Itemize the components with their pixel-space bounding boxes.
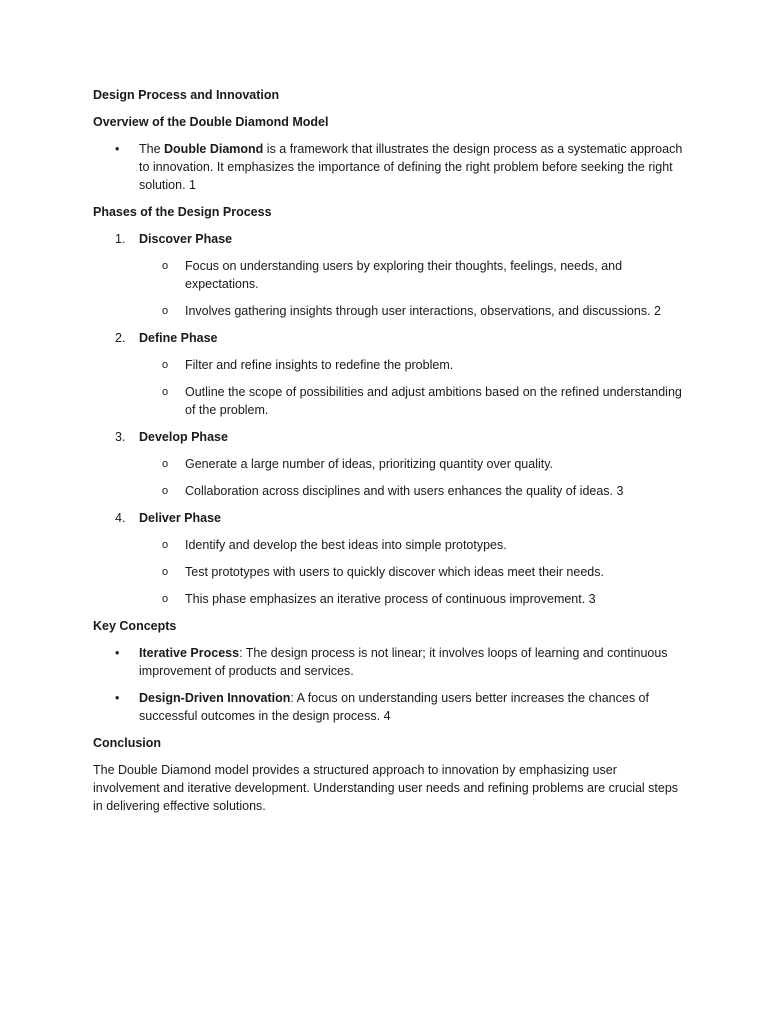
bullet-icon: • [115,646,120,660]
circle-bullet-icon: o [162,260,169,272]
document-page [93,86,683,824]
phase-title-row [93,230,683,248]
circle-bullet-icon: o [162,359,169,371]
phase-number: 3. [115,430,126,444]
circle-bullet-icon: o [162,539,169,551]
bullet-icon: • [115,142,120,156]
circle-bullet-icon: o [162,566,169,578]
sub-list-item [93,383,683,419]
phase-number: 2. [115,331,126,345]
sub-list-item [93,482,683,500]
key-concept-item [93,644,683,680]
key-concept-term: Design-Driven Innovation [139,691,291,705]
circle-bullet-icon: o [162,485,169,497]
phase-title-row [93,329,683,347]
circle-bullet-icon: o [162,593,169,605]
key-concept-item [93,689,683,725]
phase-item-develop [93,428,683,500]
phase-item-discover [93,230,683,320]
sub-item-text: Focus on understanding users by exploring their thoughts, feelings, needs, and expectations. [185,259,623,291]
sub-list-item [93,302,683,320]
overview-text: is a framework that illustrates the design process as a systematic approach to innovation. It emphasizes the importance of defining the right problem before seeking the right solution. 1 [139,142,683,192]
phases-heading: Phases of the Design Process [93,205,272,219]
sub-list-item [93,257,683,293]
phase-title: Develop Phase [139,430,228,444]
overview-prefix: The [139,142,165,156]
key-concepts-heading: Key Concepts [93,619,177,633]
conclusion-heading: Conclusion [93,736,162,750]
sub-list-item [93,590,683,608]
sub-item-text: Identify and develop the best ideas into simple prototypes. [185,538,507,552]
sub-item-text: Outline the scope of possibilities and adjust ambitions based on the refined understanding of the problem. [185,385,682,417]
key-concept-term: Iterative Process [139,646,240,660]
sub-list-item [93,536,683,554]
phase-number: 1. [115,232,126,246]
sub-item-text: Involves gathering insights through user interactions, observations, and discussions. 2 [185,304,661,318]
circle-bullet-icon: o [162,458,169,470]
circle-bullet-icon: o [162,305,169,317]
overview-list [93,140,683,194]
phase-title: Define Phase [139,331,218,345]
sub-item-text: This phase emphasizes an iterative process of continuous improvement. 3 [185,592,596,606]
phase-sub-list [93,536,683,608]
phase-item-define [93,329,683,419]
conclusion-paragraph: The Double Diamond model provides a structured approach to innovation by emphasizing user involvement and iterative development. Understanding user needs and refining problems are crucial steps in delivering effective solutions. [93,763,679,813]
sub-list-item [93,563,683,581]
sub-list-item [93,356,683,374]
phase-title: Discover Phase [139,232,233,246]
phase-title-row [93,428,683,446]
phase-sub-list [93,257,683,320]
sub-item-text: Filter and refine insights to redefine the problem. [185,358,454,372]
sub-item-text: Test prototypes with users to quickly discover which ideas meet their needs. [185,565,604,579]
sub-item-text: Generate a large number of ideas, prioritizing quantity over quality. [185,457,554,471]
phase-title-row [93,509,683,527]
phase-item-deliver [93,509,683,608]
phase-number: 4. [115,511,126,525]
key-concept-text: : A focus on understanding users better increases the chances of successful outcomes in the design process. 4 [139,691,649,723]
sub-item-text: Collaboration across disciplines and with users enhances the quality of ideas. 3 [185,484,624,498]
bullet-icon: • [115,691,120,705]
key-concepts-list [93,644,683,725]
sub-list-item [93,455,683,473]
circle-bullet-icon: o [162,386,169,398]
overview-bold-term: Double Diamond [164,142,264,156]
phase-sub-list [93,455,683,500]
phase-title: Deliver Phase [139,511,221,525]
overview-bullet-item [93,140,683,194]
phase-sub-list [93,356,683,419]
phases-list [93,230,683,608]
document-title: Design Process and Innovation [93,88,280,102]
overview-heading: Overview of the Double Diamond Model [93,115,329,129]
key-concept-text: : The design process is not linear; it involves loops of learning and continuous improvement of products and services. [139,646,668,678]
